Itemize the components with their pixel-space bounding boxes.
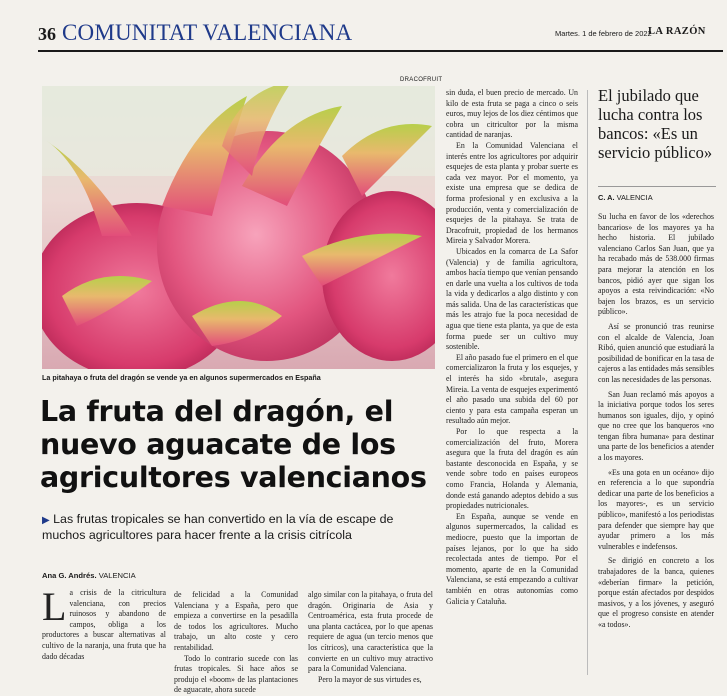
article-column-3 [308, 590, 433, 685]
sidebar-body [598, 212, 714, 635]
article-subheadline [42, 512, 422, 543]
sidebar-headline: El jubilado que lucha contra los bancos: «Es un servicio público» [598, 86, 713, 162]
dragon-fruit-photo [42, 86, 435, 369]
sidebar-rule [598, 186, 716, 187]
article-paragraph: sin duda, el buen precio de mercado. Un kilo de esta fruta se paga a cinco o seis euros, muy lejos de los diez céntimos que cobra un citricultor por la misma cantidad de naranjas. [446, 88, 578, 140]
article-paragraph: En España, aunque se vende en algunos supermercados, la calidad es mediocre, puesto que la importan de países lejanos, por lo que ha sido recolectada antes de tiempo. Por el momento, aparte de en la Comunidad Valenciana, se está empezando a cultivar también en otras autonomías como Galicia y Cataluña. [446, 511, 578, 606]
article-paragraph: algo similar con la pitahaya, o fruta del dragón. Originaria de Asia y Centroamérica, esta fruta procede de una planta cactácea, por lo que apenas requiere de agua (un tercio menos que los cítricos), una característica que la convierte en un cultivo muy atractivo para la Comunidad Valenciana. [308, 590, 433, 674]
header-rule [38, 50, 723, 52]
sidebar-paragraph: Su lucha en favor de los «derechos bancarios» de los mayores ya ha hecho historia. El jubilado valenciano Carlos San Juan, que ya ha recabado más de 538.000 firmas para mejorar la atención en los bancos, pidió ayer que sigan los apoyos a esta reivindicación: «No bajen los brazos, es un servicio público». [598, 212, 714, 317]
section-title: COMUNITAT VALENCIANA [62, 20, 353, 45]
author-location: VALENCIA [98, 571, 136, 580]
sidebar-paragraph: San Juan reclamó más apoyos a la iniciativa porque todos los seres humanos son iguales, dijo, y opinó que no cree que los banqueros «no tengan fibra humana» para destinar una parte de los beneficios a atender a los mayores. [598, 389, 714, 463]
photo-credit: DRACOFRUIT [400, 77, 443, 83]
article-paragraph: Ubicados en la comarca de La Safor (Valencia) y de familia agricultora, ambos hacía tiempo que venían pensando en darle una vuelta a los cultivos de toda la vida y dedicarlos a algo distinto y con más salida. Una de las características que más les atrajo fue la poca necesidad de agua que tiene esta planta, ya que de esta forma puede ser un cultivo muy sostenible. [446, 246, 578, 352]
article-column-1 [42, 584, 166, 662]
article-paragraph: de felicidad a la Comunidad Valenciana y a España, pero que empieza a convertirse en la pesadilla de todos los agricultores. Mucho trabajo, un alto coste y cero rentabilidad. [174, 590, 298, 652]
sidebar-paragraph: Se dirigió en concreto a los trabajadores de la banca, quienes «deberían firmar» la petición, porque están afectados por despidos masivos, y a los jóvenes, y aseguró que el progreso consiste en atender «a todos». [598, 556, 714, 629]
article-paragraph: Por lo que respecta a la comercialización del fruto, Morera asegura que la fruta del dragón es aún bastante desconocida en España, y se vende sobre todo en países europeos como Francia, Holanda y Alemania, donde está ganando adeptos debido a sus propiedades nutricionales. [446, 427, 578, 511]
article-paragraph: En la Comunidad Valenciana el interés entre los agricultores por adquirir esquejes de esta planta y probar suerte es cada vez mayor. Por el momento, ya existe una empresa que se dedica de forma profesional y en exclusiva a la producción, venta y comercialización de esquejes de la pitahaya. Se trata de Dracofruit, propiedad de los hermanos Mireia y Salvador Morera. [446, 140, 578, 246]
triangle-bullet-icon: ▶ [42, 515, 50, 526]
article-paragraph: El año pasado fue el primero en el que comercializaron la fruta y los esquejes, y el interés ha sido «brutal», asegura Mireia. La venta de esquejes experimentó el año pasado una subida del 60 por ciento y para esta campaña esperan un resultado aún mejor. [446, 352, 578, 426]
issue-date: Martes. 1 de febrero de 2022 [555, 29, 652, 38]
dropcap: L [42, 584, 67, 629]
sidebar-paragraph: «Es una gota en un océano» dijo en referencia a lo que supondría dedicar una parte de los beneficios a los mayores-, es un servicio público», manifestó a los periodistas para defender que siempre hay que ayudar primero a los más vulnerables e indefensos. [598, 467, 714, 551]
page-number: 36 [38, 24, 56, 44]
article-paragraph: La crisis de la citricultura valenciana, con precios ruinosos y abandono de campos, obliga a los productores a buscar alternativas al cultivo de la naranja, una fruta que ha dado décadas [42, 584, 166, 661]
sidebar-byline [598, 193, 653, 202]
photo-caption: La pitahaya o fruta del dragón se vende ya en algunos supermercados en España [42, 373, 321, 382]
author-name: Ana G. Andrés. [42, 571, 97, 580]
dragon-fruit-illustration [42, 86, 435, 369]
article-paragraph: Todo lo contrario sucede con las frutas tropicales. Si hace años se produjo el «boom» de las plantaciones de aguacate, ahora sucede [174, 653, 298, 695]
sidebar-author: C. A. [598, 193, 615, 202]
article-byline [42, 571, 136, 580]
column-divider [587, 90, 588, 675]
article-paragraph: Pero la mayor de sus virtudes es, [318, 674, 422, 684]
sidebar-paragraph: Así se pronunció tras reunirse con el alcalde de Valencia, Joan Ribó, quien anunció que estudiará la posibilidad de bonificar en la tasa de cajeros a las entidades más sensibles con las necesidades de las personas. [598, 321, 714, 384]
publication-name: LA RAZÓN [648, 26, 706, 37]
article-column-2 [174, 590, 298, 696]
page-header [0, 0, 727, 46]
subheadline-text: Las frutas tropicales se han convertido en la vía de escape de muchos agricultores para hacer frente a la crisis citrícola [42, 512, 394, 542]
article-column-4 [446, 88, 578, 607]
article-headline: La fruta del dragón, el nuevo aguacate de los agricultores valencianos [40, 395, 427, 494]
sidebar-location: VALENCIA [616, 193, 653, 202]
